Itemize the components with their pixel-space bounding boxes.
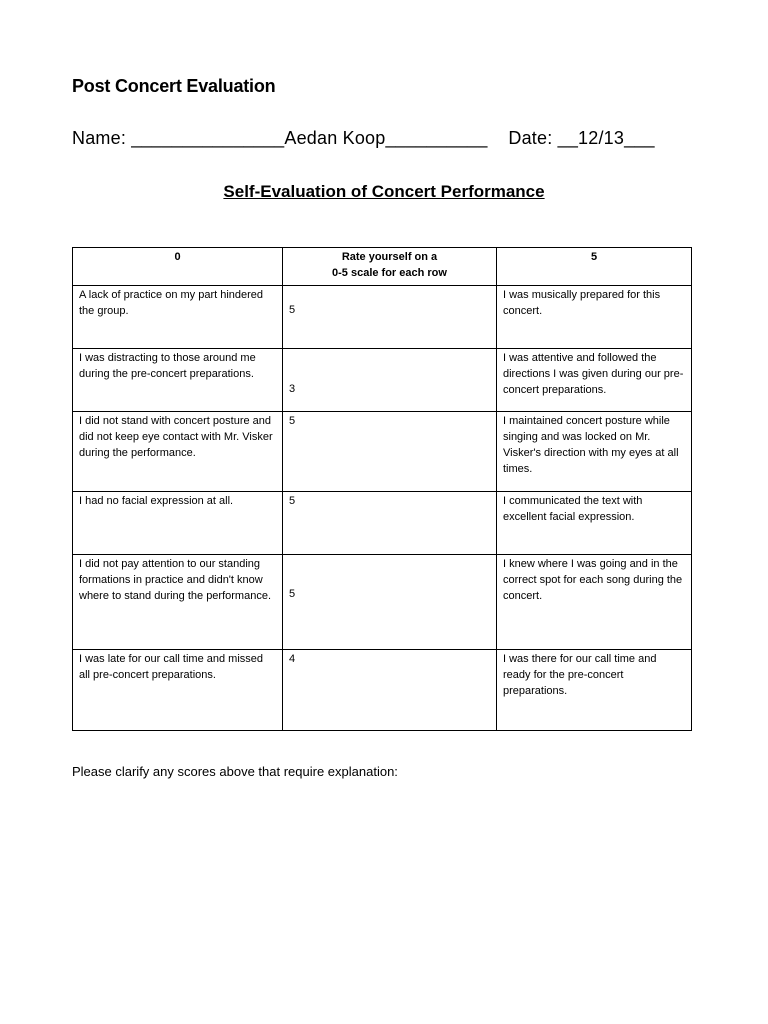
- row-score: 5: [283, 492, 497, 555]
- header-middle: [283, 248, 497, 286]
- table-row: [73, 349, 692, 412]
- table-row: [73, 412, 692, 492]
- row-low-description: I was distracting to those around me during the pre-concert preparations.: [73, 349, 283, 412]
- row-low-description: I had no facial expression at all.: [73, 492, 283, 555]
- row-low-description: A lack of practice on my part hindered the group.: [73, 286, 283, 349]
- row-score: 3: [283, 349, 497, 412]
- row-score: 5: [283, 286, 497, 349]
- header-high: 5: [497, 248, 692, 286]
- clarify-prompt: Please clarify any scores above that require explanation:: [72, 764, 398, 779]
- section-title: Self-Evaluation of Concert Performance: [223, 182, 545, 201]
- header-low: 0: [73, 248, 283, 286]
- row-low-description: I did not stand with concert posture and did not keep eye contact with Mr. Visker during the performance.: [73, 412, 283, 492]
- header-middle-line1: Rate yourself on a: [341, 251, 438, 263]
- name-value: _______________Aedan Koop__________: [131, 128, 488, 148]
- name-date-line: [72, 128, 655, 149]
- table-row: [73, 650, 692, 731]
- table-row: [73, 492, 692, 555]
- date-value: __12/13___: [557, 128, 655, 148]
- document-title: Post Concert Evaluation: [72, 76, 276, 96]
- row-high-description: I knew where I was going and in the correct spot for each song during the concert.: [497, 555, 692, 650]
- table-row: [73, 555, 692, 650]
- row-high-description: I was musically prepared for this concert.: [497, 286, 692, 349]
- header-middle-line2: 0-5 scale for each row: [332, 267, 447, 279]
- row-high-description: I communicated the text with excellent facial expression.: [497, 492, 692, 555]
- row-high-description: I was there for our call time and ready for the pre-concert preparations.: [497, 650, 692, 731]
- row-low-description: I was late for our call time and missed all pre-concert preparations.: [73, 650, 283, 731]
- row-score: 4: [283, 650, 497, 731]
- row-score: 5: [283, 412, 497, 492]
- row-low-description: I did not pay attention to our standing formations in practice and didn't know where to stand during the performance.: [73, 555, 283, 650]
- table-header-row: [73, 248, 692, 286]
- date-label: Date:: [508, 128, 553, 148]
- evaluation-table: [72, 247, 692, 731]
- table-row: [73, 286, 692, 349]
- row-high-description: I was attentive and followed the directions I was given during our pre-concert preparations.: [497, 349, 692, 412]
- row-score: 5: [283, 555, 497, 650]
- name-label: Name:: [72, 128, 127, 148]
- row-high-description: I maintained concert posture while singing and was locked on Mr. Visker's direction with my eyes at all times.: [497, 412, 692, 492]
